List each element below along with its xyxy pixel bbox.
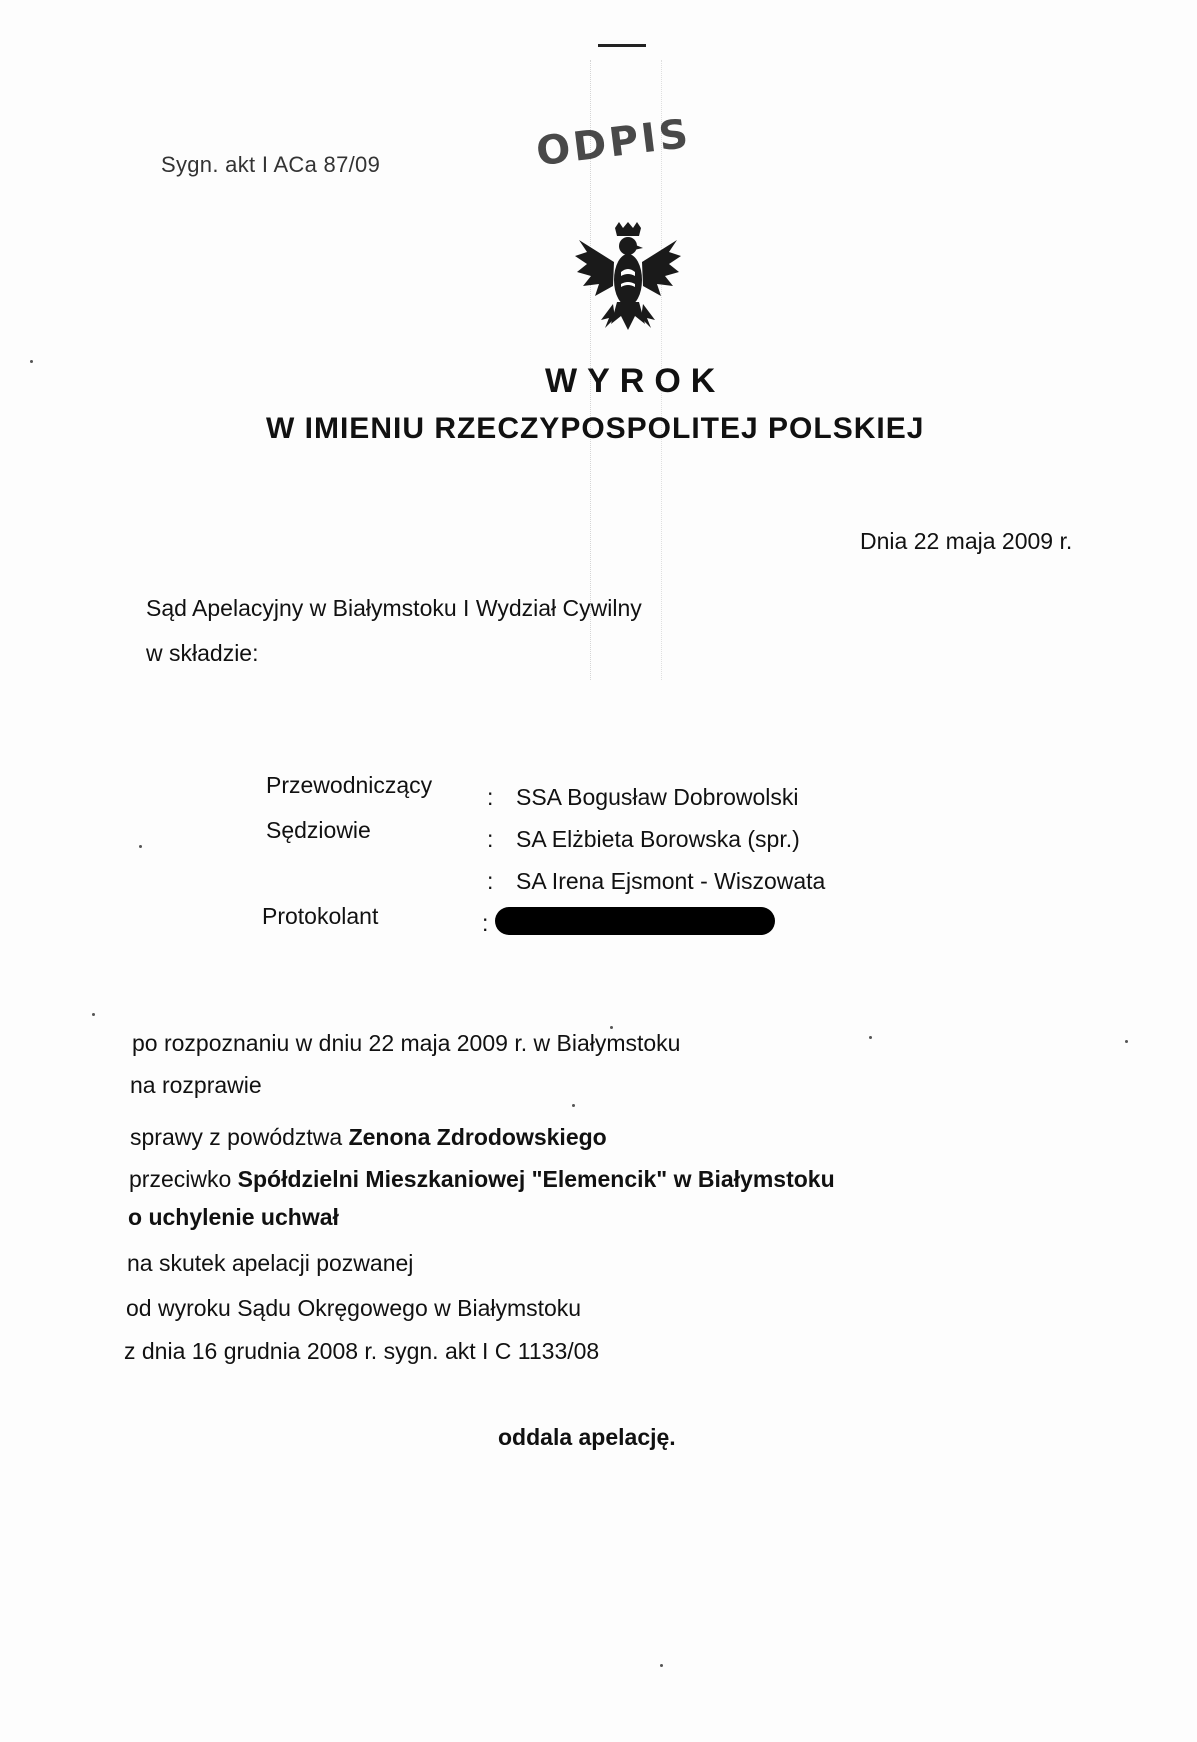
panel-name-judge-2: SA Irena Ejsmont - Wiszowata xyxy=(516,868,826,894)
panel-colon: : xyxy=(487,826,494,852)
body-line-hearing: po rozpoznaniu w dniu 22 maja 2009 r. w Białymstoku xyxy=(132,1030,681,1056)
scan-speck xyxy=(92,1013,95,1016)
scan-speck xyxy=(610,1026,613,1029)
body-line-plaintiff: sprawy z powództwa Zenona Zdrodowskiego xyxy=(130,1124,607,1150)
scan-speck xyxy=(869,1036,872,1039)
body-line-appeal: na skutek apelacji pozwanej xyxy=(127,1250,414,1276)
panel-role-clerk: Protokolant xyxy=(262,903,379,929)
body-line-defendant: przeciwko Spółdzielni Mieszkaniowej "Elemencik" w Białymstoku xyxy=(129,1166,835,1192)
odpis-stamp: ODPIS xyxy=(533,110,694,176)
body-line-session: na rozprawie xyxy=(130,1072,262,1098)
panel-role-judges: Sędziowie xyxy=(266,817,371,843)
body-line-lower-court: od wyroku Sądu Okręgowego w Białymstoku xyxy=(126,1295,582,1321)
top-dash-mark xyxy=(598,44,646,47)
body-line-subject: o uchylenie uchwał xyxy=(128,1204,339,1230)
body-line-case-ref: z dnia 16 grudnia 2008 r. sygn. akt I C 1133/08 xyxy=(124,1338,600,1364)
verdict: oddala apelację. xyxy=(498,1424,676,1450)
composition-label: w składzie: xyxy=(146,640,259,666)
scan-speck xyxy=(660,1664,663,1667)
panel-colon: : xyxy=(487,868,494,894)
panel-name-judge-1: SA Elżbieta Borowska (spr.) xyxy=(516,826,800,852)
judgment-subtitle: W IMIENIU RZECZYPOSPOLITEJ POLSKIEJ xyxy=(266,412,925,445)
court-name: Sąd Apelacyjny w Białymstoku I Wydział Cywilny xyxy=(146,595,642,621)
scan-speck xyxy=(572,1104,575,1107)
case-number: Sygn. akt I ACa 87/09 xyxy=(161,152,381,177)
panel-colon: : xyxy=(487,784,494,810)
scan-speck xyxy=(30,360,33,363)
panel-colon: : xyxy=(482,910,489,936)
polish-eagle-emblem-icon xyxy=(573,222,683,346)
panel-role-presiding: Przewodniczący xyxy=(266,772,433,798)
judgment-date: Dnia 22 maja 2009 r. xyxy=(860,528,1073,554)
scan-speck xyxy=(1125,1040,1128,1043)
judgment-title: WYROK xyxy=(545,362,726,400)
redacted-clerk-name xyxy=(495,907,775,935)
scan-speck xyxy=(139,845,142,848)
panel-name-presiding: SSA Bogusław Dobrowolski xyxy=(516,784,799,810)
